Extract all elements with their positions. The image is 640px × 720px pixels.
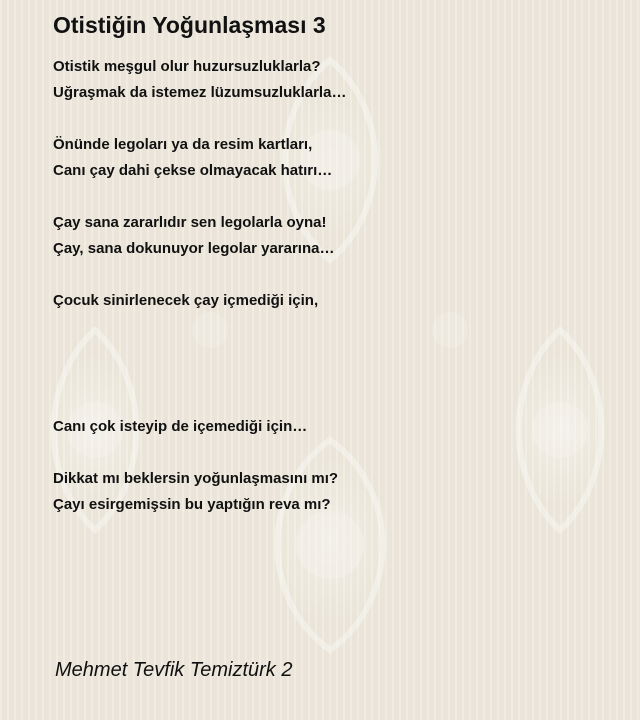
poem-line: Uğraşmak da istemez lüzumsuzluklarla…	[53, 84, 347, 101]
poem-title: Otistiğin Yoğunlaşması 3	[53, 12, 326, 38]
poem-line: Çay, sana dokunuyor legolar yararına…	[53, 240, 335, 257]
poem-line: Çayı esirgemişsin bu yaptığın reva mı?	[53, 496, 331, 513]
stanza	[53, 132, 613, 184]
poem-line: Canı çok isteyip de içemediği için…	[53, 418, 308, 435]
poem-line: Önünde legoları ya da resim kartları,	[53, 136, 313, 153]
stanza	[53, 210, 613, 262]
poem-line: Dikkat mı beklersin yoğunlaşmasını mı?	[53, 470, 339, 487]
poem-line: Çocuk sinirlenecek çay içmediği için,	[53, 292, 319, 309]
poem-line: Otistik meşgul olur huzursuzluklarla?	[53, 58, 321, 75]
poem-line: Çay sana zararlıdır sen legolarla oyna!	[53, 214, 327, 231]
stanza	[53, 466, 613, 518]
stanza	[53, 414, 613, 440]
stanza	[53, 54, 613, 106]
stanza	[53, 288, 613, 314]
poem-line: Canı çay dahi çekse olmayacak hatırı…	[53, 162, 333, 179]
poem-author: Mehmet Tevfik Temiztürk 2	[55, 659, 293, 681]
poem-body	[53, 54, 613, 544]
